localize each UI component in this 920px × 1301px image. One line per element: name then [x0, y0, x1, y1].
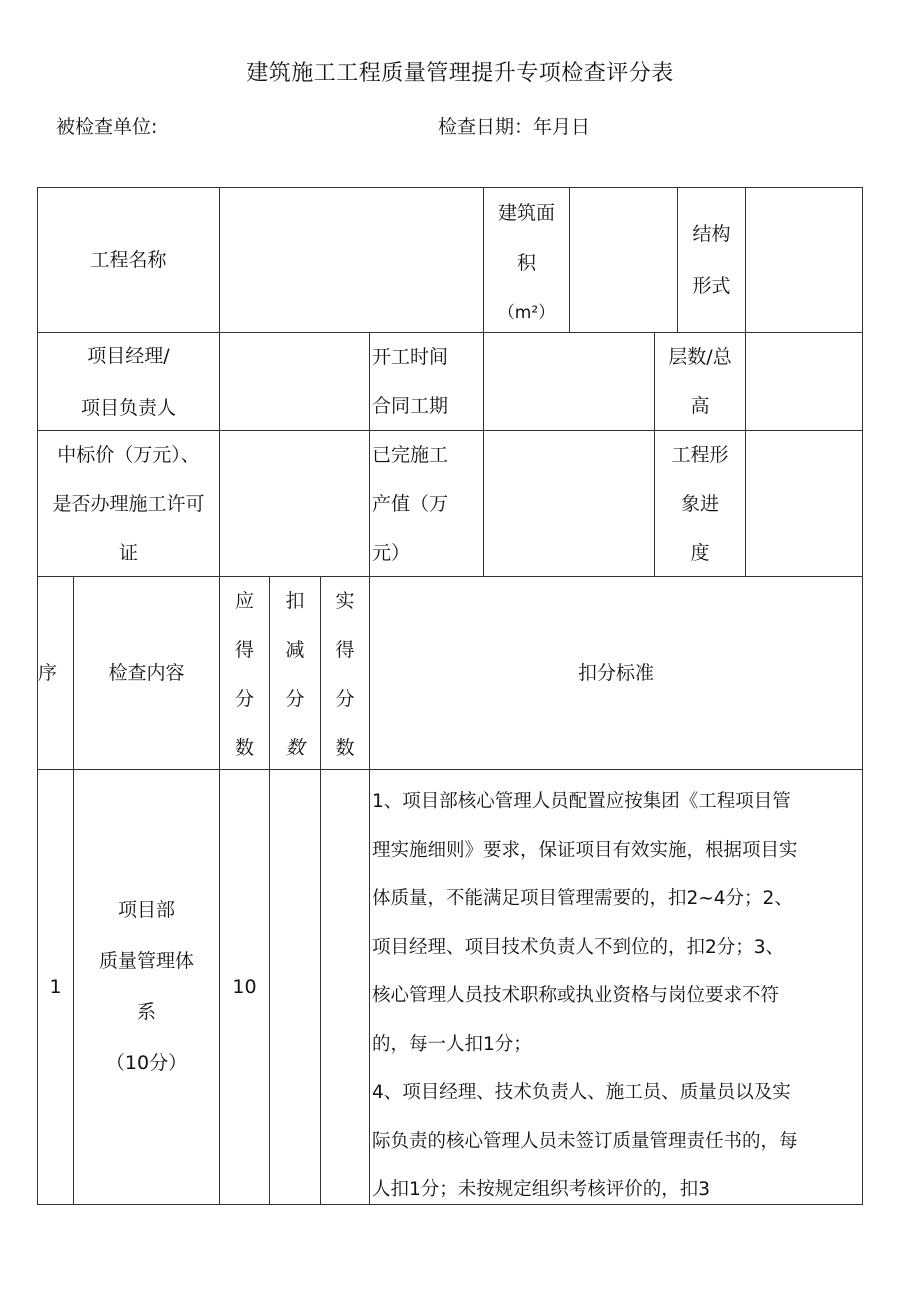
- header-char: 得: [335, 639, 355, 661]
- bid-price-line: 是否办理施工许可: [52, 493, 205, 515]
- start-time-text: 开工时间: [372, 346, 449, 368]
- criteria-line: 际负责的核心管理人员未签订质量管理责任书的，每: [372, 1130, 798, 1152]
- row-content-line: 项目部: [117, 899, 175, 921]
- row-should-score-text: 10: [232, 976, 257, 998]
- criteria-line: 4、项目经理、技术负责人、施工员、质量员以及实: [372, 1082, 791, 1103]
- building-area-line: 建筑面: [497, 202, 555, 224]
- header-deduct-score: [269, 576, 321, 770]
- criteria-line: 的，每一人扣1分；: [372, 1033, 532, 1055]
- completed-value-line: 元）: [372, 542, 411, 564]
- building-area-line: 积: [516, 252, 536, 274]
- header-content-text: 检查内容: [108, 662, 185, 684]
- contract-period-text: 合同工期: [372, 395, 449, 417]
- header-actual-score: [320, 576, 370, 770]
- row-content: [73, 769, 220, 1205]
- bid-price-line: 证: [118, 542, 138, 564]
- completed-value-line: 已完施工: [372, 444, 449, 466]
- building-area-label: [483, 187, 570, 333]
- row-deduct-score[interactable]: [269, 769, 321, 1205]
- row-should-score: [219, 769, 270, 1205]
- progress-label: [654, 430, 746, 577]
- structure-type-value[interactable]: [745, 187, 863, 333]
- structure-type-line: 结构: [692, 223, 731, 245]
- document-title: 建筑施工工程质量管理提升专项检查评分表: [246, 61, 674, 86]
- project-name-text: 工程名称: [90, 249, 167, 271]
- start-time-value[interactable]: [483, 332, 655, 431]
- header-char: 分: [335, 688, 355, 710]
- header-char: 扣: [285, 590, 305, 612]
- completed-value-label: [369, 430, 484, 577]
- header-char: 分: [285, 688, 305, 710]
- progress-value[interactable]: [745, 430, 863, 577]
- bid-price-line: 中标价（万元）、: [57, 444, 200, 466]
- criteria-line: 体质量，不能满足项目管理需要的，扣2~4分；2、: [372, 888, 793, 909]
- header-char: 减: [285, 639, 305, 661]
- header-seq-text: 序: [38, 662, 58, 684]
- inspected-unit-label: 被检查单位:: [56, 116, 158, 138]
- header-char: 应: [234, 590, 254, 612]
- progress-line: 象进: [680, 493, 719, 515]
- header-should-score: [219, 576, 270, 770]
- header-char: 数: [285, 737, 305, 759]
- bid-price-label: [37, 430, 220, 577]
- criteria-line: 人扣1分；未按规定组织考核评价的，扣3: [372, 1179, 711, 1200]
- criteria-line: 核心管理人员技术职称或执业资格与岗位要求不符: [372, 985, 780, 1006]
- project-name-value[interactable]: [219, 187, 484, 333]
- completed-value-line: 产值（万: [372, 493, 449, 515]
- header-char: 得: [234, 639, 254, 661]
- header-char: 实: [335, 590, 355, 612]
- row-content-line: 质量管理体: [98, 950, 194, 972]
- criteria-line: 理实施细则》要求，保证项目有效实施，根据项目实: [372, 839, 798, 861]
- row-criteria: [369, 769, 863, 1205]
- header-char: 数: [335, 737, 355, 759]
- criteria-line: 1、项目部核心管理人员配置应按集团《工程项目管: [372, 791, 791, 812]
- project-manager-value[interactable]: [219, 332, 370, 431]
- building-area-unit: （m²）: [497, 303, 556, 323]
- row-seq: [37, 769, 74, 1205]
- project-manager-line: 项目负责人: [80, 396, 176, 419]
- progress-line: 工程形: [671, 444, 729, 466]
- start-time-label: [369, 332, 484, 431]
- row-actual-score[interactable]: [320, 769, 370, 1205]
- criteria-line: 项目经理、项目技术负责人不到位的，扣2分；3、: [372, 936, 785, 958]
- structure-type-label: [677, 187, 746, 333]
- structure-type-line: 形式: [692, 275, 731, 297]
- row-seq-text: 1: [49, 976, 62, 998]
- completed-value-value[interactable]: [483, 430, 655, 577]
- header-content: [73, 576, 220, 770]
- bid-price-value[interactable]: [219, 430, 370, 577]
- inspection-date-label: 检查日期：年月日: [438, 116, 591, 138]
- floors-height-value[interactable]: [745, 332, 863, 431]
- floors-height-line: 高: [690, 395, 710, 417]
- project-manager-line: 项目经理/: [87, 344, 170, 367]
- header-criteria-text: 扣分标准: [577, 662, 654, 684]
- floors-height-line: 层数/总: [668, 346, 732, 368]
- building-area-value[interactable]: [569, 187, 678, 333]
- row-content-line: 系: [136, 1001, 156, 1023]
- header-char: 数: [234, 737, 254, 759]
- header-char: 分: [234, 688, 254, 710]
- project-name-label: [37, 187, 220, 333]
- header-seq: [37, 576, 74, 770]
- floors-height-label: [654, 332, 746, 431]
- progress-line: 度: [690, 542, 710, 564]
- row-content-line: （10分）: [105, 1052, 188, 1074]
- header-criteria: [369, 576, 863, 770]
- project-manager-label: [37, 332, 220, 431]
